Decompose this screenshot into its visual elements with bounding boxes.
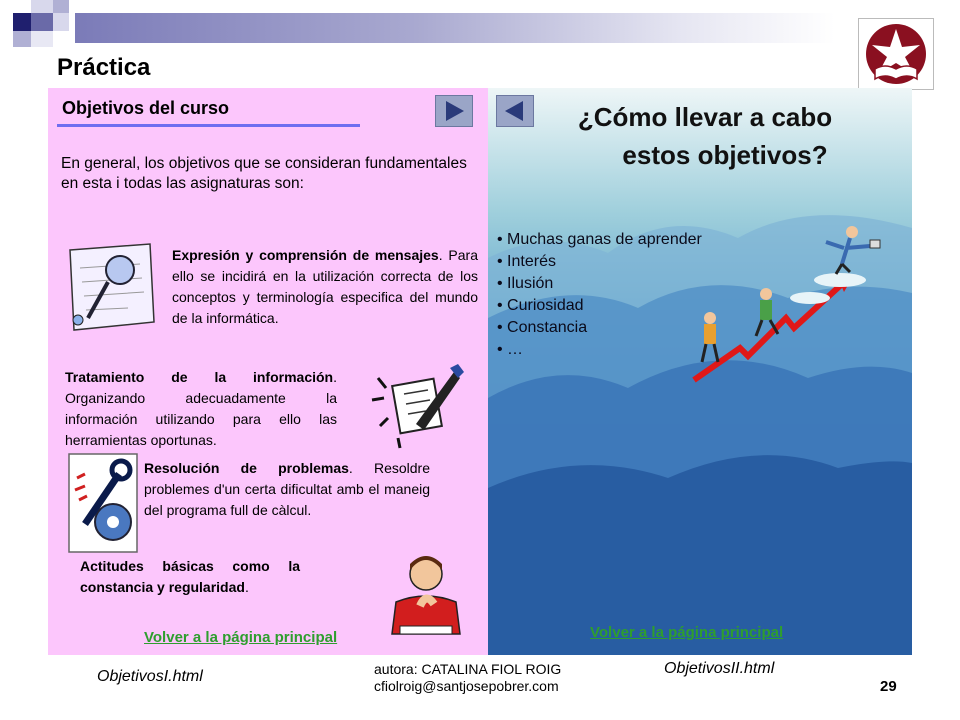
- next-button[interactable]: [435, 95, 473, 127]
- previous-button[interactable]: [496, 95, 534, 127]
- footer-author: [374, 661, 561, 695]
- objective-item-1-title: Expresión y comprensión de mensajes: [172, 247, 439, 263]
- objective-item-3-text: . Resoldre problemes d'un certa dificultat amb el maneig del programa full de càlcul.: [144, 460, 430, 518]
- how-to-item: • Ilusión: [497, 273, 702, 295]
- back-to-main-link-right[interactable]: Volver a la página principal: [590, 624, 784, 641]
- objective-item-1-text: . Para ello se incidirá en la utilización correcta de los conceptos y terminología especifica del mundo de la informática.: [172, 247, 478, 326]
- how-to-heading: [540, 98, 870, 174]
- objective-item-2: [65, 367, 337, 451]
- deco-square-6: [53, 13, 69, 31]
- objective-item-3-title: Resolución de problemas: [144, 460, 349, 476]
- objective-item-4-text: .: [244, 579, 249, 595]
- footer-author-email: cfiolroig@santjosepobrer.com: [374, 678, 559, 694]
- deco-square-3: [53, 0, 69, 13]
- footer-file-right[interactable]: ObjetivosII.html: [664, 660, 775, 677]
- page-number: 29: [880, 678, 897, 695]
- tools-clipart: [67, 452, 139, 554]
- page-title: Práctica: [57, 54, 151, 81]
- deco-square-2: [31, 0, 53, 13]
- objective-item-2-title: Tratamiento de la información: [65, 369, 334, 385]
- back-to-main-link-left[interactable]: Volver a la página principal: [144, 629, 338, 646]
- objective-item-1: [172, 245, 478, 329]
- objectives-heading: Objetivos del curso: [62, 98, 230, 118]
- school-logo: [858, 18, 934, 90]
- footer-file-left[interactable]: ObjetivosI.html: [97, 668, 203, 685]
- how-to-item: • Muchas ganas de aprender: [497, 229, 702, 251]
- how-to-item: • Curiosidad: [497, 295, 702, 317]
- how-to-item: • Interés: [497, 251, 702, 273]
- footer-author-name: autora: CATALINA FIOL ROIG: [374, 661, 562, 677]
- objectives-intro: En general, los objetivos que se consideran fundamentales en esta i todas las asignaturas son:: [61, 155, 467, 192]
- play-left-icon: [497, 96, 533, 126]
- how-to-heading-line1: ¿Cómo llevar a cabo: [577, 102, 833, 132]
- thinking-person-clipart: [386, 546, 466, 636]
- play-right-icon: [436, 96, 472, 126]
- deco-square-5: [31, 13, 53, 31]
- how-to-heading-line2: estos objetivos?: [622, 140, 828, 170]
- climbing-people-clipart: [690, 220, 890, 390]
- how-to-item: • …: [497, 339, 702, 361]
- pen-paper-clipart: [366, 360, 466, 450]
- objective-item-4-title: Actitudes básicas como la constancia y regularidad: [80, 558, 300, 595]
- how-to-item: • Constancia: [497, 317, 702, 339]
- deco-square-4: [13, 31, 31, 47]
- title-bar-decoration: [75, 13, 835, 43]
- deco-square-1: [13, 13, 31, 31]
- heading-underline: [57, 124, 360, 127]
- objective-item-4: [80, 556, 300, 598]
- deco-square-7: [31, 31, 53, 47]
- objective-item-3: [144, 458, 430, 521]
- objective-item-2-text: . Organizando adecuadamente la información utilizando para ello las herramientas oportunas.: [65, 369, 337, 448]
- how-to-list: [497, 229, 702, 361]
- writing-clipart: [58, 238, 162, 338]
